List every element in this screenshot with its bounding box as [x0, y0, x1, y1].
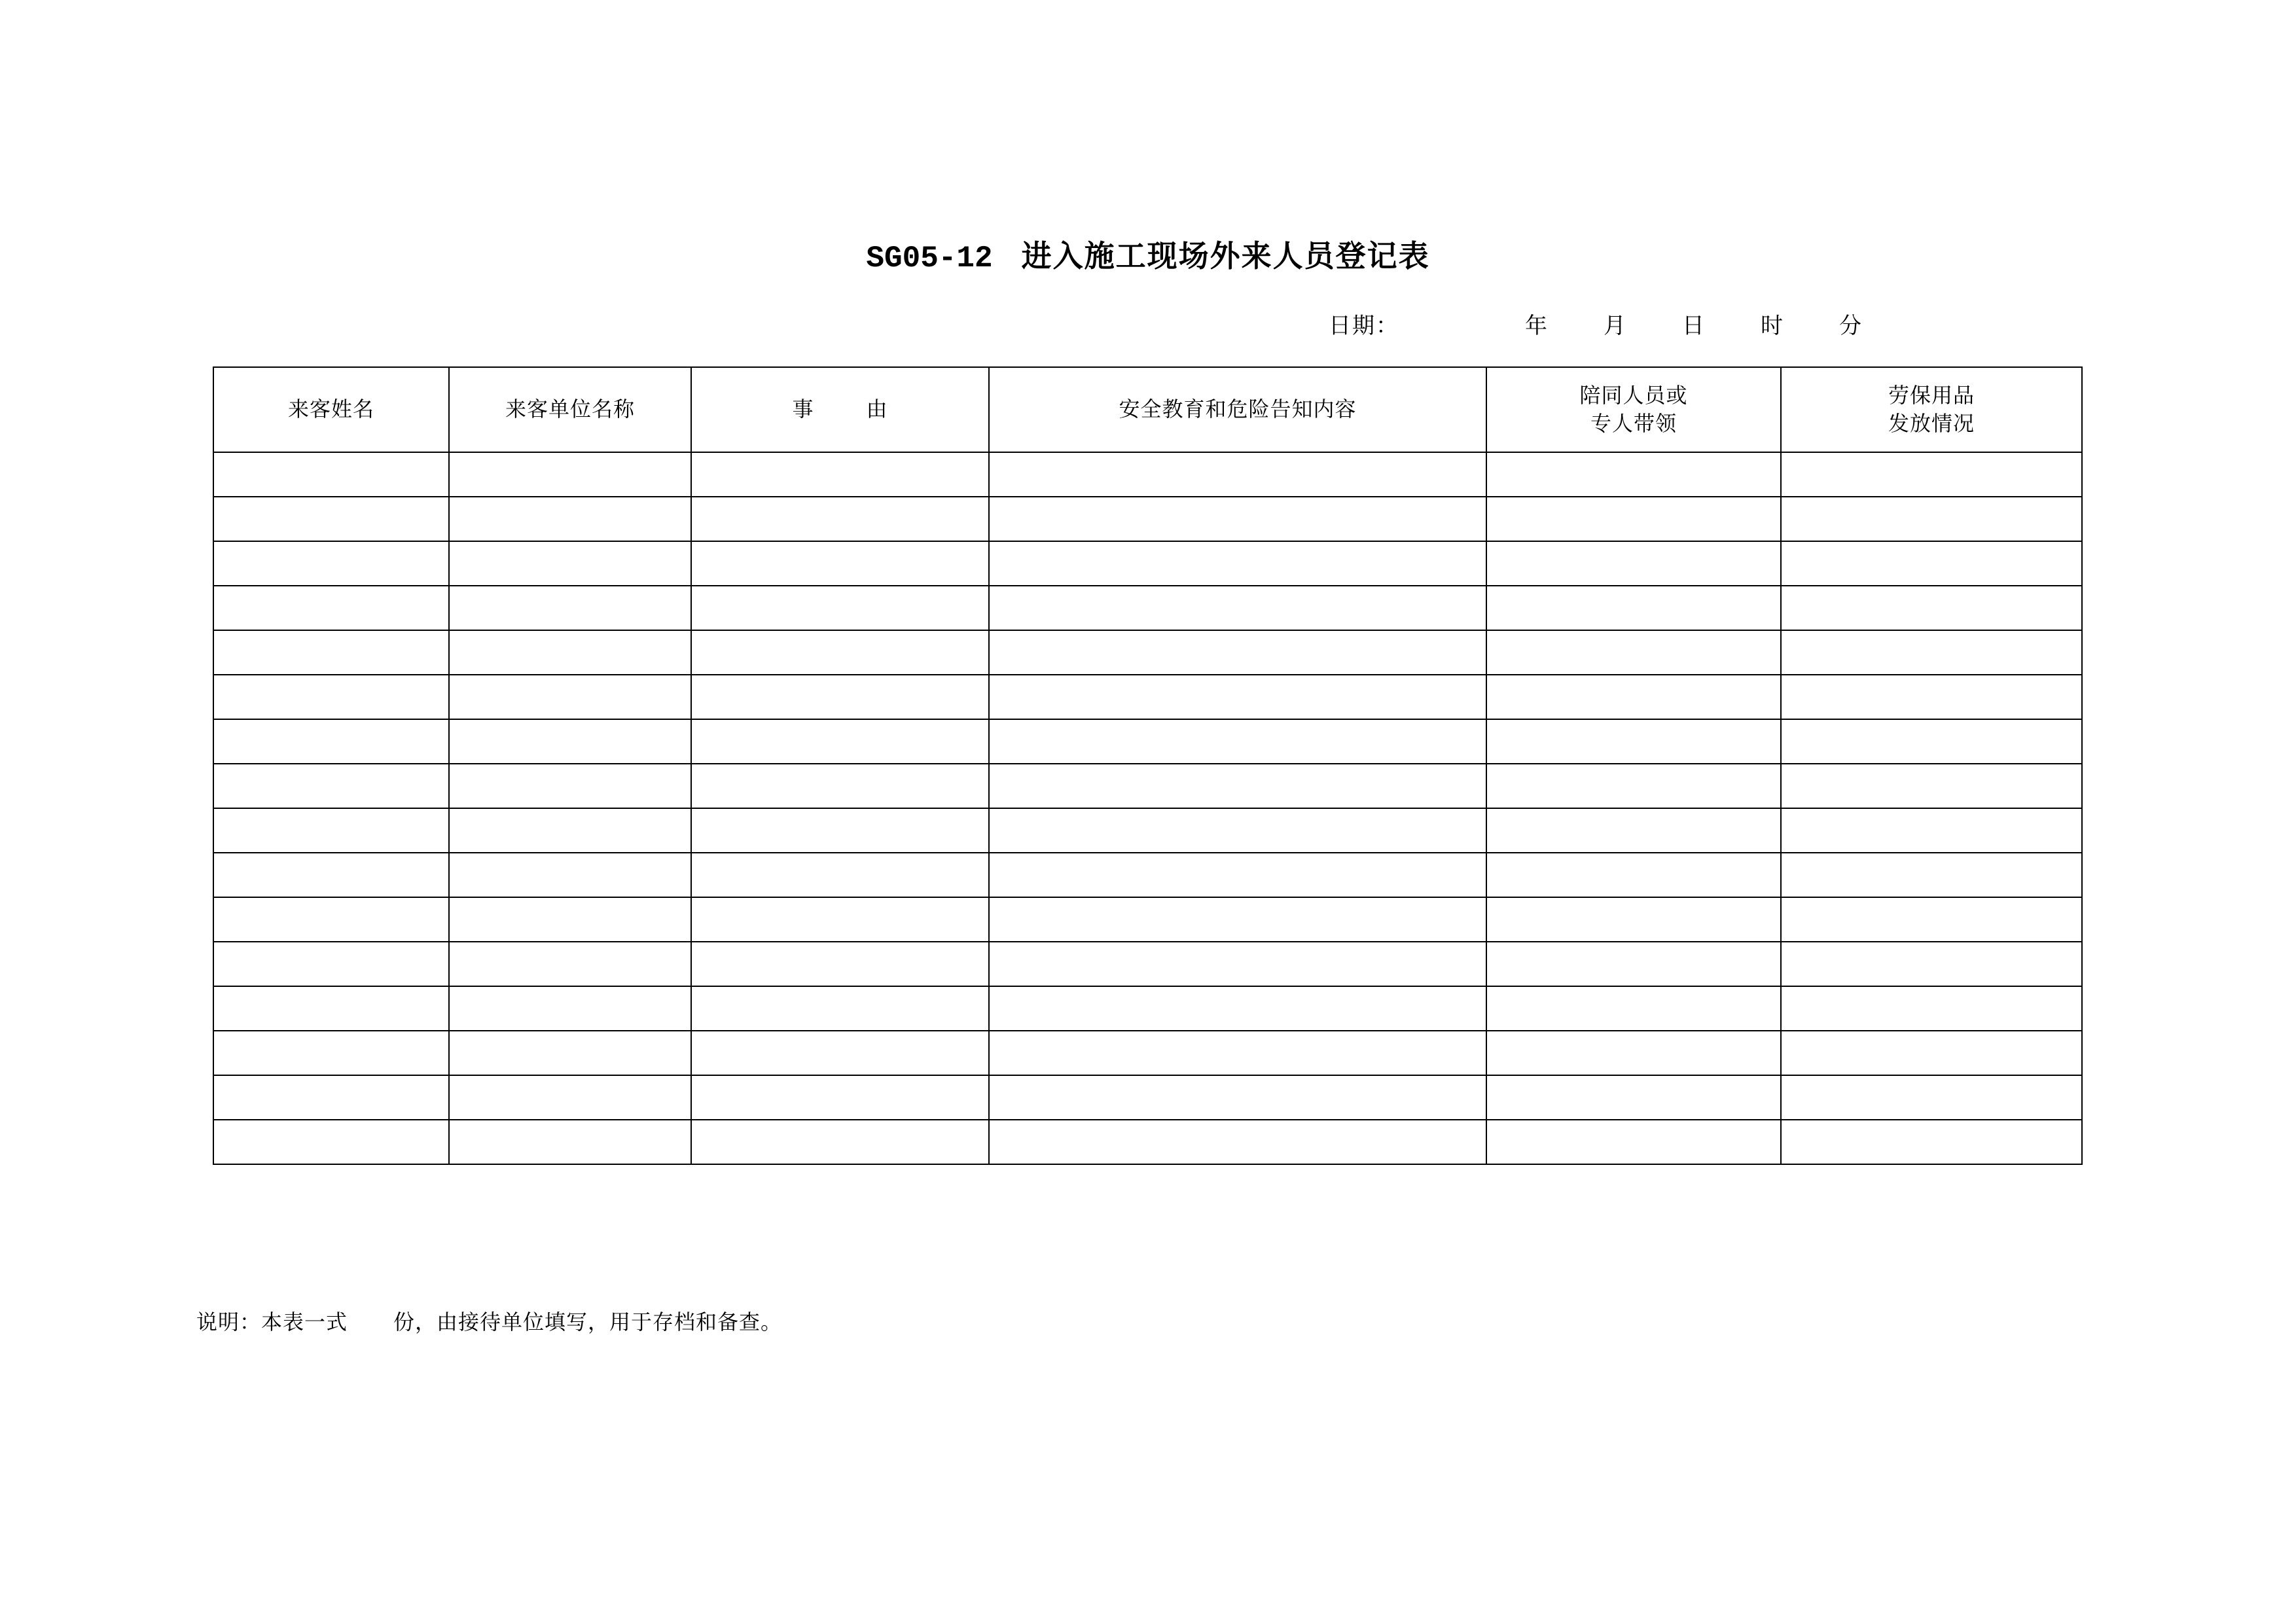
cell-escort[interactable]	[1486, 764, 1781, 808]
cell-visitor-company[interactable]	[449, 986, 691, 1031]
cell-ppe[interactable]	[1781, 764, 2082, 808]
cell-reason[interactable]	[691, 719, 989, 764]
cell-escort[interactable]	[1486, 586, 1781, 630]
cell-ppe[interactable]	[1781, 897, 2082, 942]
cell-reason[interactable]	[691, 986, 989, 1031]
cell-reason[interactable]	[691, 764, 989, 808]
cell-ppe[interactable]	[1781, 986, 2082, 1031]
cell-reason[interactable]	[691, 452, 989, 497]
table-row	[213, 897, 2082, 942]
table-body	[213, 452, 2082, 1164]
cell-ppe[interactable]	[1781, 675, 2082, 719]
cell-visitor-name[interactable]	[213, 1031, 449, 1075]
cell-reason[interactable]	[691, 1075, 989, 1120]
form-title-text: 进入施工现场外来人员登记表	[1021, 240, 1430, 273]
cell-escort[interactable]	[1486, 1075, 1781, 1120]
cell-escort[interactable]	[1486, 1031, 1781, 1075]
cell-escort[interactable]	[1486, 808, 1781, 853]
cell-safety-briefing[interactable]	[989, 942, 1486, 986]
cell-reason[interactable]	[691, 897, 989, 942]
column-header-reason-char1: 事	[792, 397, 814, 421]
cell-visitor-name[interactable]	[213, 986, 449, 1031]
table-row	[213, 719, 2082, 764]
cell-visitor-name[interactable]	[213, 764, 449, 808]
table-row	[213, 1120, 2082, 1164]
form-code: SG05-12	[866, 241, 993, 276]
column-header-escort-line1: 陪同人员或	[1579, 383, 1688, 407]
date-unit-year: 年	[1525, 314, 1549, 338]
cell-visitor-name[interactable]	[213, 630, 449, 675]
cell-reason[interactable]	[691, 942, 989, 986]
cell-visitor-name[interactable]	[213, 853, 449, 897]
cell-visitor-name[interactable]	[213, 808, 449, 853]
column-header-ppe-line2: 发放情况	[1888, 412, 1975, 435]
date-unit-day: 日	[1682, 314, 1706, 338]
table-row	[213, 1031, 2082, 1075]
table-row	[213, 675, 2082, 719]
cell-safety-briefing[interactable]	[989, 986, 1486, 1031]
cell-escort[interactable]	[1486, 719, 1781, 764]
cell-visitor-company[interactable]	[449, 853, 691, 897]
cell-reason[interactable]	[691, 1031, 989, 1075]
cell-ppe[interactable]	[1781, 719, 2082, 764]
cell-visitor-name[interactable]	[213, 1120, 449, 1164]
cell-safety-briefing[interactable]	[989, 497, 1486, 541]
cell-ppe[interactable]	[1781, 853, 2082, 897]
cell-ppe[interactable]	[1781, 586, 2082, 630]
cell-visitor-name[interactable]	[213, 942, 449, 986]
cell-visitor-name[interactable]	[213, 452, 449, 497]
table-row	[213, 808, 2082, 853]
cell-visitor-company[interactable]	[449, 764, 691, 808]
table-row	[213, 853, 2082, 897]
column-header-visitor-company: 来客单位名称	[449, 367, 691, 452]
form-note-prefix: 说明：本表一式	[196, 1310, 348, 1334]
column-header-escort-line2: 专人带领	[1590, 412, 1677, 435]
cell-visitor-name[interactable]	[213, 1075, 449, 1120]
column-header-reason	[691, 367, 989, 452]
cell-visitor-company[interactable]	[449, 630, 691, 675]
date-line	[1329, 308, 1890, 340]
table-header-row	[213, 367, 2082, 452]
table-row	[213, 764, 2082, 808]
cell-escort[interactable]	[1486, 897, 1781, 942]
column-header-visitor-name: 来客姓名	[213, 367, 449, 452]
cell-reason[interactable]	[691, 630, 989, 675]
cell-escort[interactable]	[1486, 942, 1781, 986]
table-row	[213, 630, 2082, 675]
cell-visitor-company[interactable]	[449, 452, 691, 497]
cell-visitor-company[interactable]	[449, 942, 691, 986]
table-row	[213, 942, 2082, 986]
cell-reason[interactable]	[691, 541, 989, 586]
cell-visitor-name[interactable]	[213, 541, 449, 586]
cell-reason[interactable]	[691, 853, 989, 897]
cell-visitor-company[interactable]	[449, 1031, 691, 1075]
cell-safety-briefing[interactable]	[989, 808, 1486, 853]
column-header-escort	[1486, 367, 1781, 452]
cell-safety-briefing[interactable]	[989, 1120, 1486, 1164]
cell-reason[interactable]	[691, 586, 989, 630]
cell-visitor-name[interactable]	[213, 586, 449, 630]
cell-safety-briefing[interactable]	[989, 853, 1486, 897]
cell-safety-briefing[interactable]	[989, 719, 1486, 764]
cell-ppe[interactable]	[1781, 808, 2082, 853]
cell-escort[interactable]	[1486, 630, 1781, 675]
column-header-safety-briefing: 安全教育和危险告知内容	[989, 367, 1486, 452]
cell-ppe[interactable]	[1781, 497, 2082, 541]
cell-reason[interactable]	[691, 808, 989, 853]
page-title	[0, 232, 2296, 276]
cell-ppe[interactable]	[1781, 1075, 2082, 1120]
cell-escort[interactable]	[1486, 986, 1781, 1031]
form-note	[196, 1306, 782, 1336]
cell-visitor-company[interactable]	[449, 719, 691, 764]
visitor-register-table	[213, 366, 2083, 1165]
cell-visitor-name[interactable]	[213, 897, 449, 942]
table-row	[213, 986, 2082, 1031]
cell-ppe[interactable]	[1781, 942, 2082, 986]
cell-safety-briefing[interactable]	[989, 764, 1486, 808]
date-unit-minute: 分	[1839, 314, 1863, 338]
column-header-reason-char2: 由	[866, 397, 888, 421]
cell-escort[interactable]	[1486, 452, 1781, 497]
cell-escort[interactable]	[1486, 541, 1781, 586]
cell-visitor-company[interactable]	[449, 897, 691, 942]
cell-escort[interactable]	[1486, 675, 1781, 719]
cell-safety-briefing[interactable]	[989, 452, 1486, 497]
date-label: 日期：	[1329, 314, 1399, 338]
table-row	[213, 541, 2082, 586]
cell-safety-briefing[interactable]	[989, 541, 1486, 586]
cell-visitor-company[interactable]	[449, 1075, 691, 1120]
cell-visitor-company[interactable]	[449, 675, 691, 719]
cell-visitor-name[interactable]	[213, 675, 449, 719]
cell-ppe[interactable]	[1781, 1120, 2082, 1164]
cell-visitor-company[interactable]	[449, 1120, 691, 1164]
cell-safety-briefing[interactable]	[989, 675, 1486, 719]
cell-visitor-company[interactable]	[449, 497, 691, 541]
cell-reason[interactable]	[691, 497, 989, 541]
cell-safety-briefing[interactable]	[989, 1031, 1486, 1075]
date-unit-month: 月	[1604, 314, 1627, 338]
cell-safety-briefing[interactable]	[989, 630, 1486, 675]
cell-visitor-company[interactable]	[449, 808, 691, 853]
table-row	[213, 497, 2082, 541]
cell-ppe[interactable]	[1781, 452, 2082, 497]
cell-safety-briefing[interactable]	[989, 586, 1486, 630]
cell-ppe[interactable]	[1781, 541, 2082, 586]
cell-visitor-name[interactable]	[213, 719, 449, 764]
form-note-suffix: 份，由接待单位填写，用于存档和备查。	[393, 1310, 783, 1334]
date-unit-hour: 时	[1761, 314, 1784, 338]
table-row	[213, 586, 2082, 630]
cell-escort[interactable]	[1486, 853, 1781, 897]
cell-visitor-company[interactable]	[449, 541, 691, 586]
cell-escort[interactable]	[1486, 497, 1781, 541]
cell-ppe[interactable]	[1781, 1031, 2082, 1075]
cell-visitor-company[interactable]	[449, 586, 691, 630]
column-header-ppe-line1: 劳保用品	[1888, 383, 1975, 407]
table-row	[213, 1075, 2082, 1120]
cell-visitor-name[interactable]	[213, 497, 449, 541]
cell-ppe[interactable]	[1781, 630, 2082, 675]
column-header-ppe	[1781, 367, 2082, 452]
cell-escort[interactable]	[1486, 1120, 1781, 1164]
cell-safety-briefing[interactable]	[989, 1075, 1486, 1120]
table-row	[213, 452, 2082, 497]
cell-reason[interactable]	[691, 675, 989, 719]
cell-safety-briefing[interactable]	[989, 897, 1486, 942]
cell-reason[interactable]	[691, 1120, 989, 1164]
